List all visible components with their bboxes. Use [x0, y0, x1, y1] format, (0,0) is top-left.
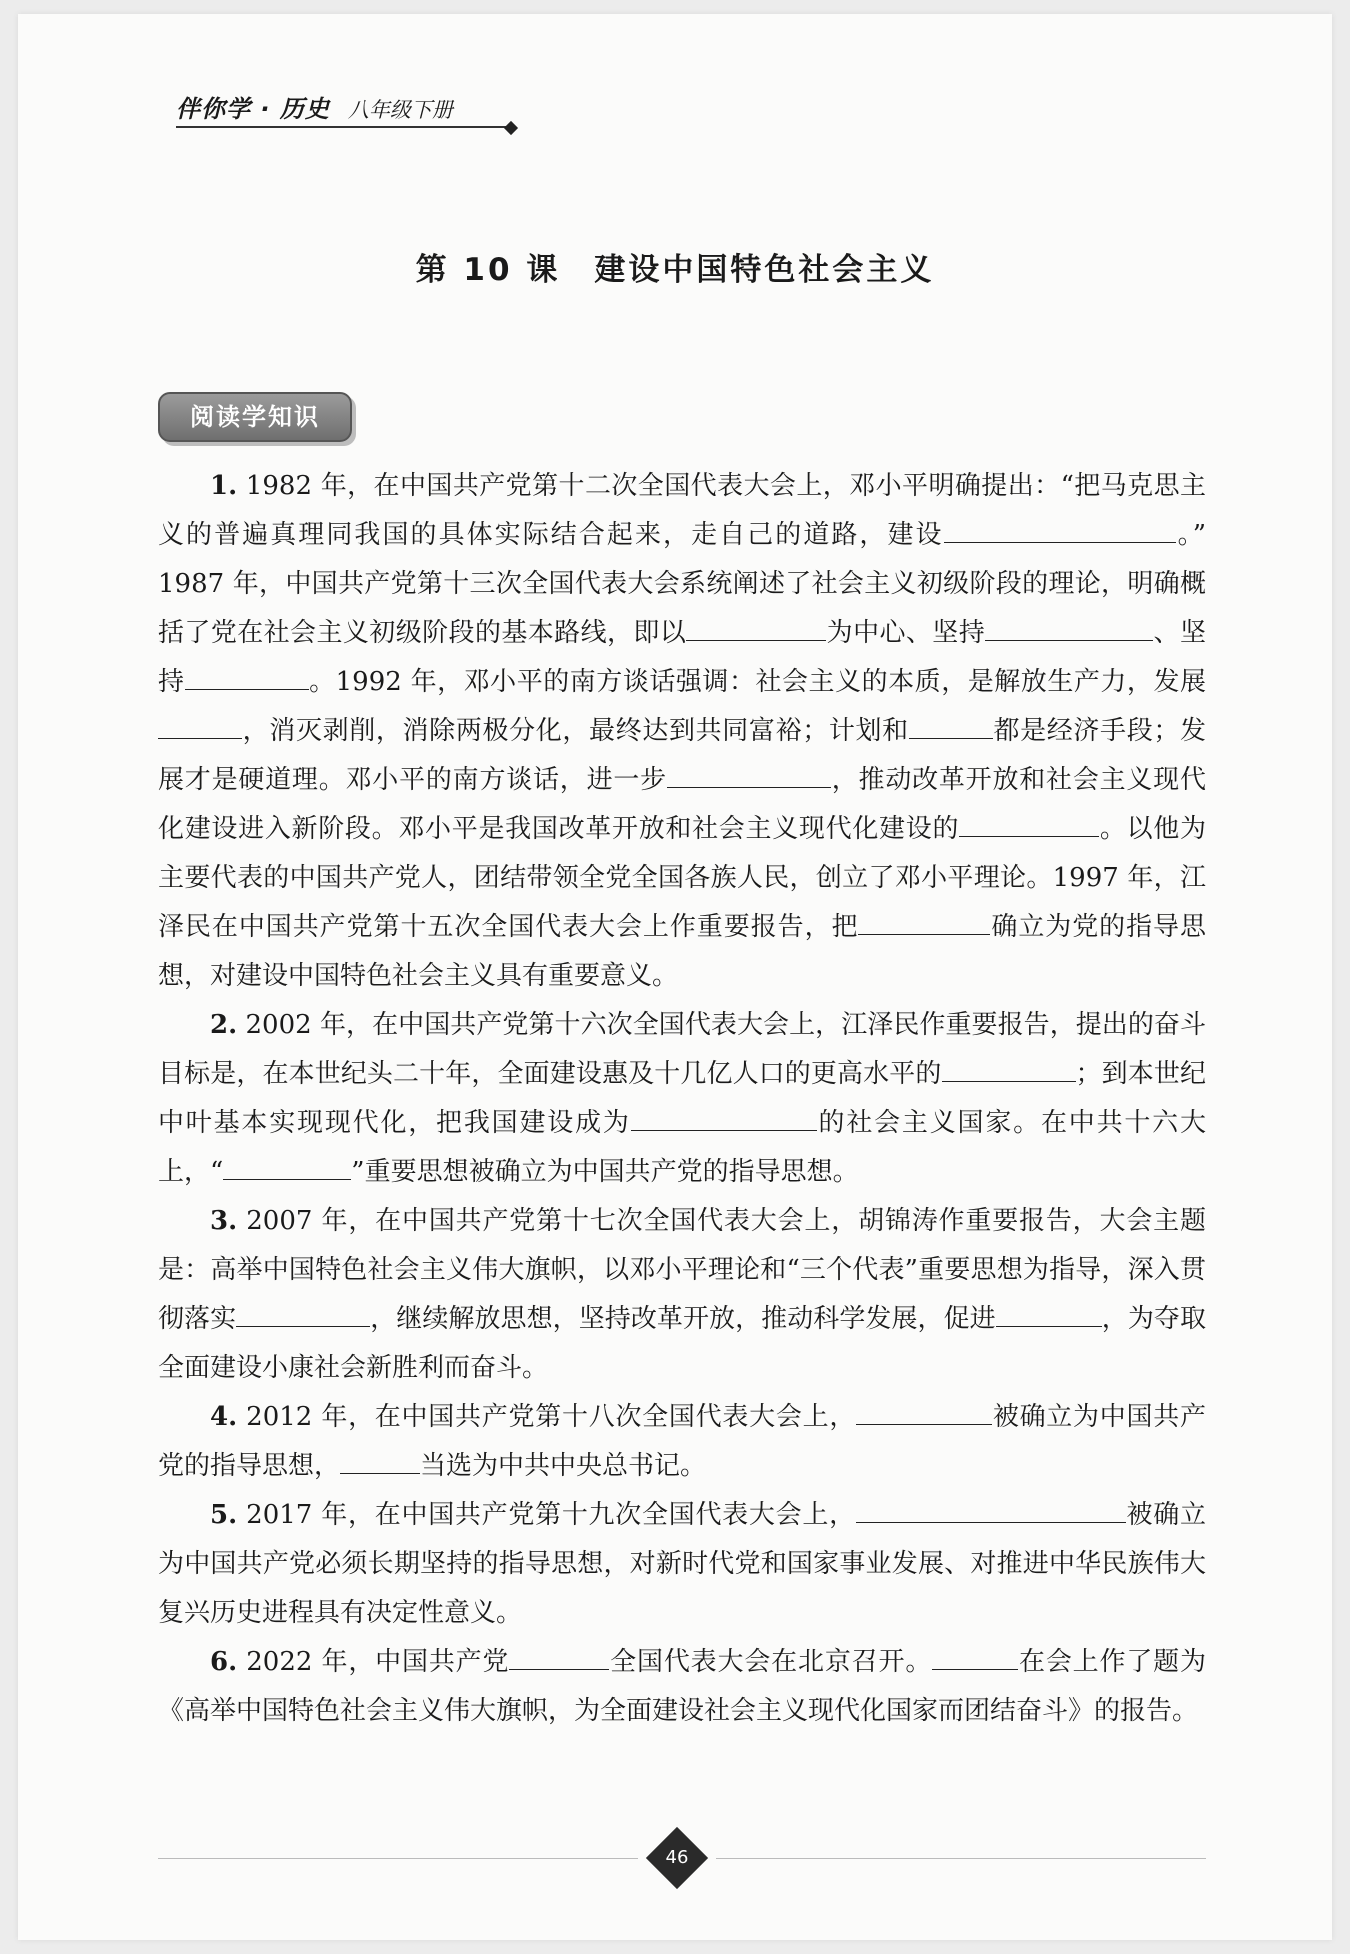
answer-blank[interactable]	[223, 1152, 351, 1180]
question-6: 6. 2022 年，中国共产党 全国代表大会在北京召开。 在会上作了题为《高举中国特色社会主义伟大旗帜，为全面建设社会主义现代化国家而团结奋斗》的报告。	[158, 1638, 1206, 1736]
lesson-name: 建设中国特色社会主义	[594, 252, 935, 288]
question-1: 1. 1982 年，在中国共产党第十二次全国代表大会上，邓小平明确提出：“把马克思主义的普遍真理同我国的具体实际结合起来，走自己的道路，建设 。” 1987 年，中国共产党第十三次全国代表大会系统阐述了社会主义初级阶段的理论，明确概括了党在社会主义初级阶段的基本路线，即以 为中心、坚持 、坚持 。1992 年，邓小平的南方谈话强调：社会主义的本质，是解放生产力，发展，消灭剥削，消除两极分化，最终达到共同富裕；计划和 都是经济手段；发展才是硬道理。邓小平的南方谈话，进一步 ，推动改革开放和社会主义现代化建设进入新阶段。邓小平是我国改革开放和社会主义现代化建设的 。以他为主要代表的中国共产党人，团结带领全党全国各族人民，创立了邓小平理论。1997 年，江泽民在中国共产党第十五次全国代表大会上作重要报告，把 确立为党的指导思想，对建设中国特色社会主义具有重要意义。	[158, 471, 1206, 991]
question-4: 4. 2012 年，在中国共产党第十八次全国代表大会上， 被确立为中国共产党的指导思想， 当选为中共中央总书记。	[158, 1393, 1206, 1491]
answer-blank[interactable]	[932, 1642, 1018, 1670]
answer-blank[interactable]	[686, 613, 826, 641]
footer-rule-left	[158, 1858, 638, 1859]
answer-blank[interactable]	[856, 1397, 992, 1425]
answer-blank[interactable]	[856, 1495, 1126, 1523]
answer-blank[interactable]	[509, 1642, 609, 1670]
answer-blank[interactable]	[942, 1054, 1076, 1082]
answer-blank[interactable]	[985, 613, 1153, 641]
answer-blank[interactable]	[236, 1299, 370, 1327]
page-number: 46	[665, 1847, 689, 1868]
book-grade: 八年级下册	[347, 98, 453, 122]
answer-blank[interactable]	[158, 711, 242, 739]
answer-blank[interactable]	[959, 809, 1099, 837]
book-brand: 伴你学 · 历史	[176, 95, 330, 123]
answer-blank[interactable]	[185, 662, 309, 690]
section-badge: 阅读学知识	[158, 392, 352, 442]
answer-blank[interactable]	[909, 711, 993, 739]
lesson-number: 第 10 课	[415, 252, 561, 288]
answer-blank[interactable]	[996, 1299, 1102, 1327]
answer-blank[interactable]	[340, 1446, 420, 1474]
question-5: 5. 2017 年，在中国共产党第十九次全国代表大会上， 被确立为中国共产党必须长期坚持的指导思想，对新时代党和国家事业发展、对推进中华民族伟大复兴历史进程具有决定性意义。	[158, 1491, 1206, 1638]
lesson-title	[0, 244, 1350, 289]
question-3: 3. 2007 年，在中国共产党第十七次全国代表大会上，胡锦涛作重要报告，大会主题是：高举中国特色社会主义伟大旗帜，以邓小平理论和“三个代表”重要思想为指导，深入贯彻落实 ，继续解放思想，坚持改革开放，推动科学发展，促进 ，为夺取全面建设小康社会新胜利而奋斗。	[158, 1206, 1206, 1383]
answer-blank[interactable]	[858, 907, 990, 935]
running-header	[176, 90, 506, 128]
answer-blank[interactable]	[944, 515, 1176, 543]
answer-blank[interactable]	[631, 1103, 817, 1131]
answer-blank[interactable]	[667, 760, 831, 788]
question-2: 2. 2002 年，在中国共产党第十六次全国代表大会上，江泽民作重要报告，提出的奋斗目标是，在本世纪头二十年，全面建设惠及十几亿人口的更高水平的 ；到本世纪中叶基本实现现代化，把我国建设成为 的社会主义国家。在中共十六大上，“ ”重要思想被确立为中国共产党的指导思想。	[158, 1010, 1206, 1187]
header-diamond-icon	[504, 121, 518, 135]
exercise-content	[158, 462, 1206, 1736]
footer-rule-right	[716, 1858, 1206, 1859]
